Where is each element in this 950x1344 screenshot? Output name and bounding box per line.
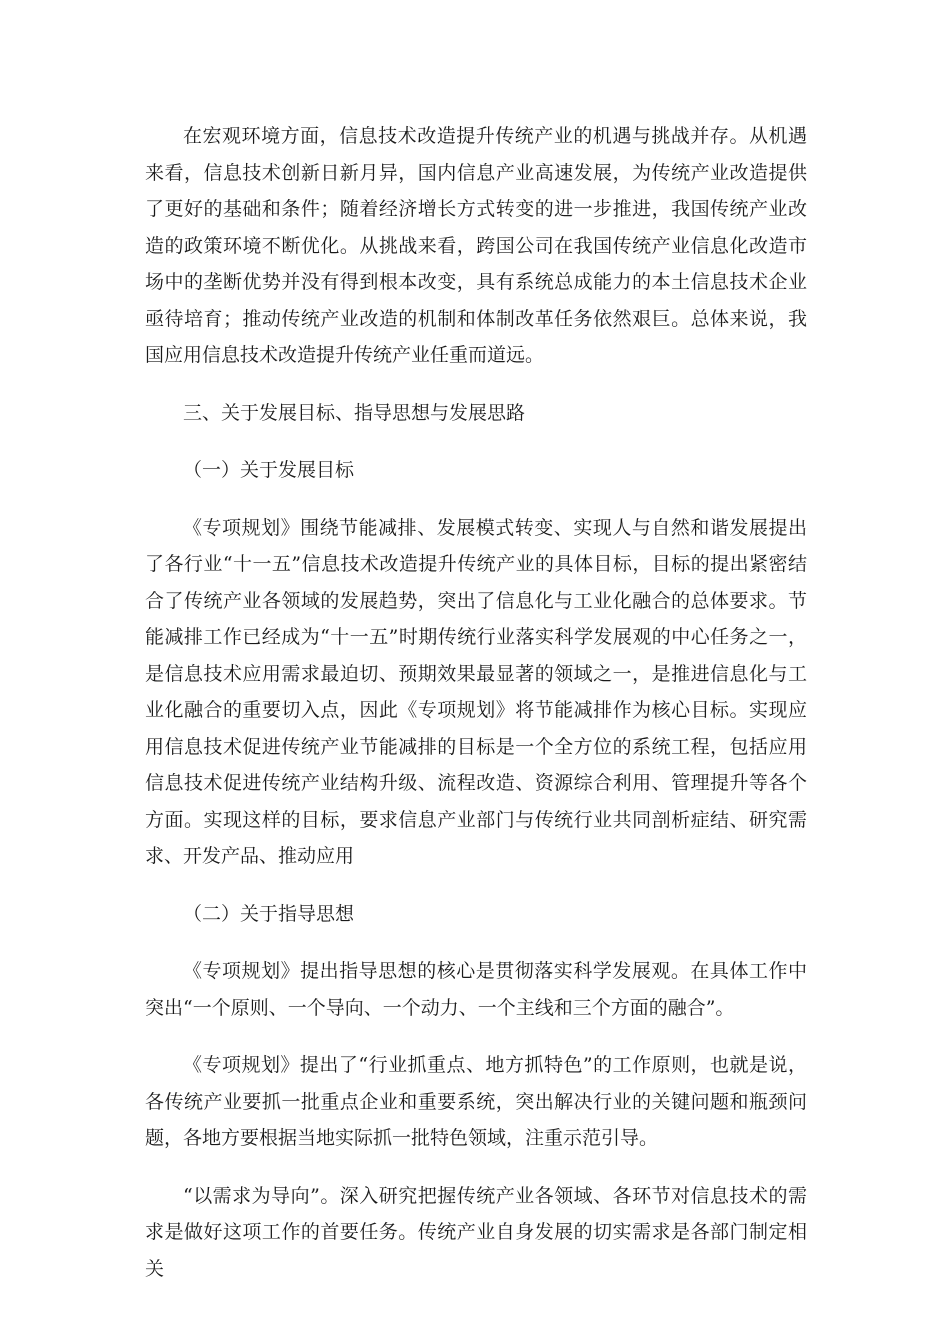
paragraph-macro-environment: 在宏观环境方面，信息技术改造提升传统产业的机遇与挑战并存。从机遇来看，信息技术创新日新月异，国内信息产业高速发展，为传统产业改造提供了更好的基础和条件；随着经济增长方式转变的进一步推进，我国传统产业改造的政策环境不断优化。从挑战来看，跨国公司在我国传统产业信息化改造市场中的垄断优势并没有得到根本改变，具有系统总成能力的本土信息技术企业亟待培育；推动传统产业改造的机制和体制改革任务依然艰巨。总体来说，我国应用信息技术改造提升传统产业任重而道远。 [145, 125, 807, 366]
paragraph-work-principle: 《专项规划》提出了“行业抓重点、地方抓特色”的工作原则，也就是说，各传统产业要抓一批重点企业和重要系统，突出解决行业的关键问题和瓶颈问题，各地方要根据当地实际抓一批特色领域，注重示范引导。 [145, 1054, 807, 1149]
paragraph-demand-oriented: “以需求为导向”。深入研究把握传统产业各领域、各环节对信息技术的需求是做好这项工作的首要任务。传统产业自身发展的切实需求是各部门制定相关 [145, 1184, 807, 1280]
document-body [145, 118, 807, 1308]
subsection-heading-goals: （一）关于发展目标 [183, 459, 355, 481]
paragraph-development-goals: 《专项规划》围绕节能减排、发展模式转变、实现人与自然和谐发展提出了各行业“十一五”信息技术改造提升传统产业的具体目标，目标的提出紧密结合了传统产业各领域的发展趋势，突出了信息化与工业化融合的总体要求。节能减排工作已经成为“十一五”时期传统行业落实科学发展观的中心任务之一，是信息技术应用需求最迫切、预期效果最显著的领域之一，是推进信息化与工业化融合的重要切入点，因此《专项规划》将节能减排作为核心目标。实现应用信息技术促进传统产业节能减排的目标是一个全方位的系统工程，包括应用信息技术促进传统产业结构升级、流程改造、资源综合利用、管理提升等各个方面。实现这样的目标，要求信息产业部门与传统行业共同剖析症结、研究需求、开发产品、推动应用 [145, 516, 807, 867]
paragraph-guiding-ideology: 《专项规划》提出指导思想的核心是贯彻落实科学发展观。在具体工作中突出“一个原则、一个导向、一个动力、一个主线和三个方面的融合”。 [145, 960, 807, 1019]
subsection-heading-guiding-ideology: （二）关于指导思想 [183, 902, 355, 925]
section-heading-three: 三、关于发展目标、指导思想与发展思路 [183, 401, 526, 424]
